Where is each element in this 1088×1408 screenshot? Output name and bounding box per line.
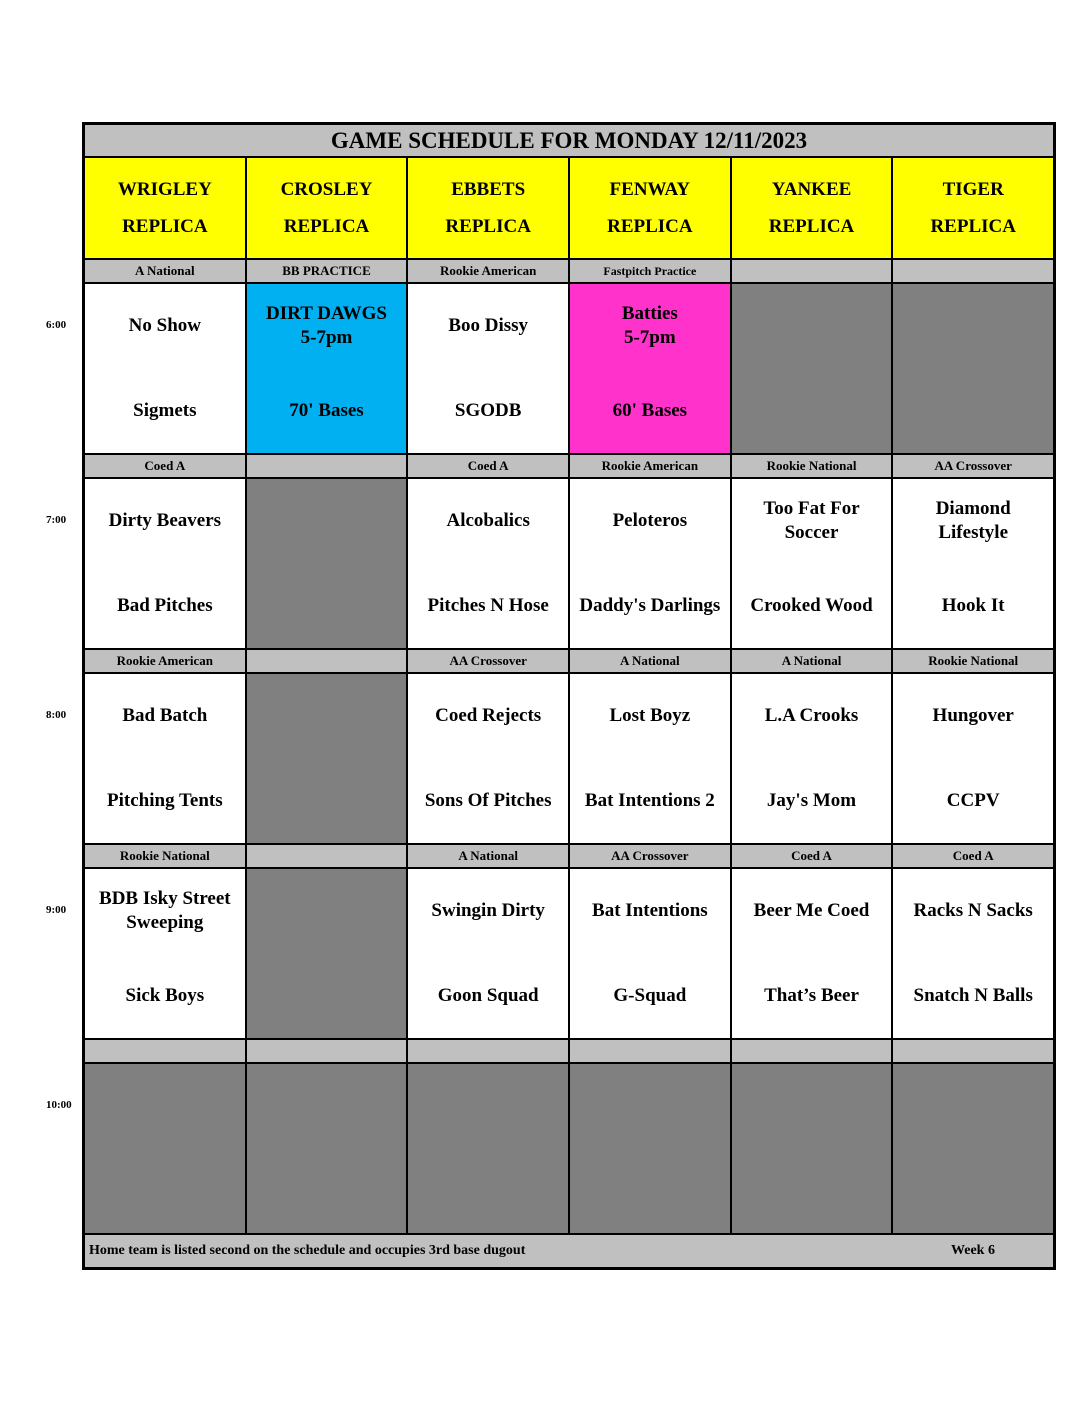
schedule-title: GAME SCHEDULE FOR MONDAY 12/11/2023	[85, 125, 1053, 158]
home-team: Sigmets	[133, 400, 197, 421]
empty-game-cell	[85, 1064, 247, 1233]
home-team: Bad Pitches	[117, 595, 213, 616]
division-label: Coed A	[893, 845, 1053, 867]
division-label	[247, 455, 409, 477]
empty-game-cell	[247, 869, 409, 1038]
time-slot-block	[85, 258, 1053, 453]
away-team: Beer Me Coed	[753, 900, 870, 921]
game-cell	[893, 479, 1053, 648]
division-row	[85, 648, 1053, 672]
home-team: 60' Bases	[612, 400, 688, 421]
division-row	[85, 843, 1053, 867]
division-label: A National	[732, 650, 894, 672]
division-label: Coed A	[732, 845, 894, 867]
game-row	[85, 477, 1053, 648]
week-label: Week 6	[951, 1243, 995, 1258]
home-team: CCPV	[946, 790, 1000, 811]
away-team: Too Fat For Soccer	[763, 498, 860, 543]
division-label: Rookie American	[570, 455, 732, 477]
home-team-note: Home team is listed second on the schedule and occupies 3rd base dugout	[89, 1243, 526, 1258]
time-label: 6:00	[46, 319, 67, 331]
division-label	[85, 1040, 247, 1062]
game-cell	[570, 284, 732, 453]
division-label: A National	[570, 650, 732, 672]
home-team: Pitches N Hose	[427, 595, 549, 616]
division-label	[408, 1040, 570, 1062]
field-subtitle: REPLICA	[768, 216, 855, 237]
field-name: FENWAY	[609, 179, 691, 200]
game-cell	[893, 869, 1053, 1038]
division-label	[893, 1040, 1053, 1062]
division-label: AA Crossover	[408, 650, 570, 672]
game-row	[85, 282, 1053, 453]
field-subtitle: REPLICA	[445, 216, 531, 237]
game-cell	[247, 284, 409, 453]
empty-game-cell	[408, 1064, 570, 1233]
field-header-crosley	[247, 158, 409, 258]
division-label: Rookie American	[85, 650, 247, 672]
game-cell	[732, 869, 894, 1038]
away-team: Lost Boyz	[609, 705, 691, 726]
away-team: BDB Isky Street Sweeping	[99, 888, 231, 933]
game-cell	[408, 479, 570, 648]
field-name: TIGER	[942, 179, 1004, 200]
game-cell	[570, 869, 732, 1038]
empty-game-cell	[893, 284, 1053, 453]
away-team: Diamond Lifestyle	[935, 498, 1011, 543]
time-slot-block	[85, 843, 1053, 1038]
away-team: No Show	[128, 315, 201, 336]
field-subtitle: REPLICA	[930, 216, 1016, 237]
division-label	[570, 1040, 732, 1062]
division-label: Coed A	[85, 455, 247, 477]
home-team: Goon Squad	[437, 985, 539, 1006]
away-team: L.A Crooks	[764, 705, 859, 726]
empty-game-cell	[893, 1064, 1053, 1233]
home-team: Snatch N Balls	[913, 985, 1033, 1006]
field-header-ebbets	[408, 158, 570, 258]
division-label: Rookie American	[408, 260, 570, 282]
division-label	[247, 845, 409, 867]
away-team: Peloteros	[612, 510, 688, 531]
away-team: Boo Dissy	[448, 315, 529, 336]
game-cell	[85, 674, 247, 843]
field-name: CROSLEY	[280, 179, 373, 200]
division-label: Rookie National	[732, 455, 894, 477]
division-row	[85, 1038, 1053, 1062]
empty-game-cell	[570, 1064, 732, 1233]
away-team: Bad Batch	[122, 705, 208, 726]
division-label: BB PRACTICE	[247, 260, 409, 282]
game-cell	[570, 674, 732, 843]
game-cell	[85, 284, 247, 453]
home-team: Pitching Tents	[107, 790, 223, 811]
away-team: Bat Intentions	[592, 900, 708, 921]
division-label	[732, 260, 894, 282]
division-row	[85, 453, 1053, 477]
time-column	[0, 0, 82, 1408]
field-subtitle: REPLICA	[122, 216, 208, 237]
division-label: Coed A	[408, 455, 570, 477]
field-header-fenway	[570, 158, 732, 258]
time-slot-block	[85, 648, 1053, 843]
home-team: Crooked Wood	[750, 595, 873, 616]
field-subtitle: REPLICA	[607, 216, 693, 237]
game-cell	[85, 479, 247, 648]
division-label: Fastpitch Practice	[570, 260, 732, 282]
away-team: Alcobalics	[446, 510, 530, 531]
away-team: Swingin Dirty	[431, 900, 545, 921]
empty-game-cell	[247, 1064, 409, 1233]
time-slot-block	[85, 1038, 1053, 1233]
game-cell	[408, 284, 570, 453]
empty-game-cell	[247, 674, 409, 843]
field-header-wrigley	[85, 158, 247, 258]
field-subtitle: REPLICA	[283, 216, 370, 237]
game-cell	[893, 674, 1053, 843]
schedule-footer	[85, 1233, 1053, 1267]
game-cell	[85, 869, 247, 1038]
away-team: Dirty Beavers	[108, 510, 222, 531]
division-label: A National	[85, 260, 247, 282]
field-name: YANKEE	[771, 179, 852, 200]
home-team: That’s Beer	[764, 985, 859, 1006]
field-header-yankee	[732, 158, 894, 258]
time-slot-block	[85, 453, 1053, 648]
away-team: Hungover	[932, 705, 1014, 726]
away-team: Coed Rejects	[435, 705, 542, 726]
away-team: Racks N Sacks	[913, 900, 1033, 921]
division-label: Rookie National	[85, 845, 247, 867]
division-label	[893, 260, 1053, 282]
division-label	[247, 650, 409, 672]
time-label: 7:00	[46, 514, 67, 526]
field-name: WRIGLEY	[117, 179, 212, 200]
away-team: Batties 5-7pm	[621, 303, 678, 348]
game-cell	[408, 869, 570, 1038]
schedule-table	[82, 122, 1056, 1270]
game-cell	[408, 674, 570, 843]
division-label	[247, 1040, 409, 1062]
home-team: Hook It	[941, 595, 1005, 616]
empty-game-cell	[732, 284, 894, 453]
home-team: Sons Of Pitches	[424, 790, 552, 811]
home-team: G-Squad	[613, 985, 687, 1006]
field-name: EBBETS	[451, 179, 526, 200]
division-row	[85, 258, 1053, 282]
away-team: DIRT DAWGS 5-7pm	[266, 303, 387, 348]
empty-game-cell	[247, 479, 409, 648]
empty-game-cell	[732, 1064, 894, 1233]
game-cell	[570, 479, 732, 648]
game-row	[85, 672, 1053, 843]
home-team: 70' Bases	[289, 400, 364, 421]
game-row	[85, 867, 1053, 1038]
home-team: SGODB	[454, 400, 522, 421]
division-label: AA Crossover	[570, 845, 732, 867]
field-header-tiger	[893, 158, 1053, 258]
home-team: Jay's Mom	[766, 790, 857, 811]
time-label: 9:00	[46, 904, 67, 916]
time-label: 10:00	[46, 1099, 72, 1111]
time-label: 8:00	[46, 709, 67, 721]
home-team: Daddy's Darlings	[579, 595, 721, 616]
division-label: A National	[408, 845, 570, 867]
home-team: Sick Boys	[125, 985, 205, 1006]
game-cell	[732, 479, 894, 648]
division-label	[732, 1040, 894, 1062]
division-label: AA Crossover	[893, 455, 1053, 477]
game-cell	[732, 674, 894, 843]
field-header-row	[85, 158, 1053, 258]
division-label: Rookie National	[893, 650, 1053, 672]
game-row	[85, 1062, 1053, 1233]
home-team: Bat Intentions 2	[584, 790, 715, 811]
